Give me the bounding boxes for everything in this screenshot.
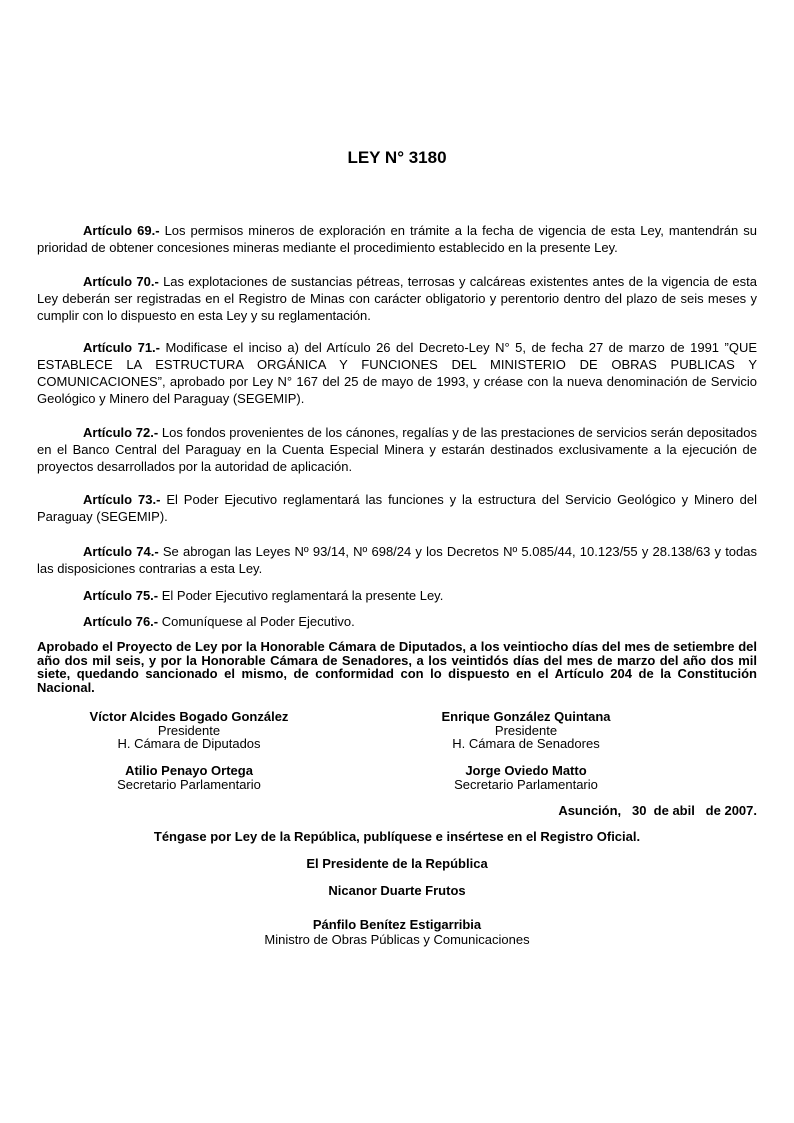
article-72 xyxy=(37,424,757,475)
signatory-role: Presidente xyxy=(157,722,221,738)
law-title: LEY N° 3180 xyxy=(347,148,447,167)
signatory-name: Víctor Alcides Bogado González xyxy=(89,709,289,724)
article-label: Artículo 72.- xyxy=(83,425,159,440)
promulgation-text: Téngase por Ley de la República, publíquese e insértese en el Registro Oficial. xyxy=(153,829,641,844)
article-label: Artículo 71.- xyxy=(83,340,160,355)
article-74 xyxy=(37,543,757,577)
signatory-body: H. Cámara de Senadores xyxy=(452,736,600,751)
article-69 xyxy=(37,222,757,256)
article-label: Artículo 69.- xyxy=(83,223,160,238)
signatory-body: H. Cámara de Diputados xyxy=(117,736,261,751)
article-70 xyxy=(37,273,757,324)
signatory-role: Secretario Parlamentario xyxy=(117,776,261,792)
minister-name: Pánfilo Benítez Estigarribia xyxy=(312,917,482,932)
article-label: Artículo 70.- xyxy=(83,274,159,289)
signatory-left-bottom xyxy=(59,764,319,791)
article-75 xyxy=(83,587,443,604)
article-text: Modificase el inciso a) del Artículo 26 del Decreto-Ley N° 5, de fecha 27 de marzo de 1991 ”QUE ESTABLECE LA ESTRUCTURA ORGÁNICA Y FUNCIONES DEL MINISTERIO DE OBRAS PUBLICAS Y COMUNICACIONES”, aprobado por Ley N° 167 del 25 de mayo de 1993, y créase con la nueva denominación de Servicio Geológico y Minero del Paraguay (SEGEMIP). xyxy=(37,340,758,406)
article-text: Los permisos mineros de exploración en trámite a la fecha de vigencia de esta Ley, mantendrán su prioridad de obtener concesiones mineras mediante el procedimiento establecido en la presente Ley. xyxy=(37,223,758,255)
article-73 xyxy=(37,491,757,525)
president-name: Nicanor Duarte Frutos xyxy=(328,883,466,898)
president-title: El Presidente de la República xyxy=(306,856,488,871)
article-label: Artículo 76.- xyxy=(83,614,159,629)
article-text: Se abrogan las Leyes Nº 93/14, Nº 698/24 y los Decretos Nº 5.085/44, 10.123/55 y 28.138/63 y todas las disposiciones contrarias a esta Ley. xyxy=(37,544,757,576)
article-text: Comuníquese al Poder Ejecutivo. xyxy=(158,614,355,629)
signatory-role: Presidente xyxy=(494,722,558,738)
minister-title: Ministro de Obras Públicas y Comunicaciones xyxy=(264,932,530,947)
approval-paragraph: Aprobado el Proyecto de Ley por la Honorable Cámara de Diputados, a los veintiocho días del mes de setiembre del año dos mil seis, y por la Honorable Cámara de Senadores, a los veintidós días del mes de marzo del año dos mil siete, quedando sancionado el mismo, de conformidad con lo dispuesto en el Artículo 204 de la Constitución Nacional. xyxy=(37,639,757,695)
signatory-name: Enrique González Quintana xyxy=(441,709,611,724)
article-text: El Poder Ejecutivo reglamentará las funciones y la estructura del Servicio Geológico y Minero del Paraguay (SEGEMIP). xyxy=(37,492,757,524)
article-label: Artículo 73.- xyxy=(83,492,161,507)
article-76 xyxy=(83,613,355,630)
date-place: Asunción, 30 de abil de 2007. xyxy=(558,803,757,818)
signatory-right-top xyxy=(396,710,656,751)
signatory-role: Secretario Parlamentario xyxy=(454,776,598,792)
signatory-right-bottom xyxy=(396,764,656,791)
article-text: Los fondos provenientes de los cánones, regalías y de las prestaciones de servicios serán depositados en el Banco Central del Paraguay en la Cuenta Especial Minera y estarán destinados exclusivamente a la ejecución de proyectos desarrollados por la autoridad de aplicación. xyxy=(37,425,757,474)
signatory-left-top xyxy=(59,710,319,751)
article-text: Las explotaciones de sustancias pétreas, terrosas y calcáreas existentes antes de la vigencia de esta Ley deberán ser registradas en el Registro de Minas con carácter obligatorio y perentorio dentro del plazo de seis meses y cumplir con lo dispuesto en esta Ley y su reglamentación. xyxy=(37,274,757,323)
signatory-name: Atilio Penayo Ortega xyxy=(125,763,253,778)
article-label: Artículo 74.- xyxy=(83,544,159,559)
article-text: El Poder Ejecutivo reglamentará la presente Ley. xyxy=(158,588,444,603)
article-label: Artículo 75.- xyxy=(83,588,159,603)
article-71 xyxy=(37,339,757,407)
signatory-name: Jorge Oviedo Matto xyxy=(465,763,587,778)
